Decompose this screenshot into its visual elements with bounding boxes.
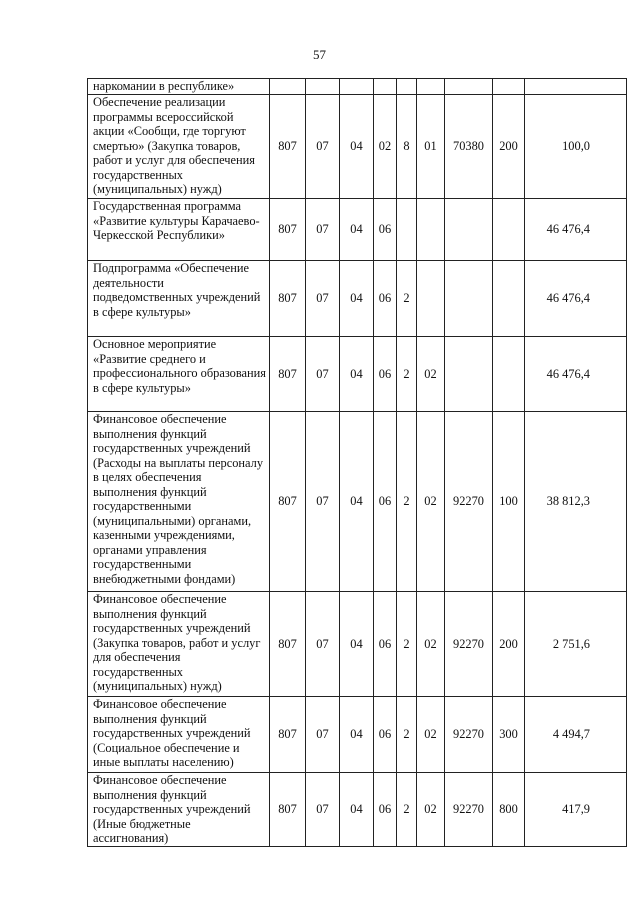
row-name-cell: Основное мероприятие «Развитие среднего и профессионального образования в сфере культуры»	[88, 337, 270, 412]
table-row	[88, 412, 627, 592]
event-cell: 02	[417, 592, 445, 697]
expense-type-cell	[493, 199, 525, 261]
program-cell: 06	[374, 412, 397, 592]
direction-cell	[445, 79, 493, 95]
ministry-code-cell: 807	[270, 95, 306, 199]
amount-cell: 100,0	[525, 95, 627, 199]
section-cell: 07	[306, 95, 340, 199]
direction-cell	[445, 261, 493, 337]
subprogram-cell: 2	[397, 697, 417, 773]
amount-cell: 38 812,3	[525, 412, 627, 592]
program-cell: 02	[374, 95, 397, 199]
expense-type-cell	[493, 261, 525, 337]
direction-cell: 92270	[445, 697, 493, 773]
expense-type-cell	[493, 79, 525, 95]
row-name-cell: наркомании в республике»	[88, 79, 270, 95]
event-cell	[417, 261, 445, 337]
expense-type-cell	[493, 337, 525, 412]
subprogram-cell: 2	[397, 412, 417, 592]
event-cell: 02	[417, 773, 445, 847]
amount-cell: 417,9	[525, 773, 627, 847]
row-name-cell: Финансовое обеспечение выполнения функций государственных учреждений (Расходы на выплаты персоналу в целях обеспечения выполнения функций государственными (муниципальными) органами, казенными учреждениями, органами управления государственными внебюджетными фондами)	[88, 412, 270, 592]
ministry-code-cell: 807	[270, 697, 306, 773]
row-name-cell: Финансовое обеспечение выполнения функций государственных учреждений (Иные бюджетные ассигнования)	[88, 773, 270, 847]
program-cell: 06	[374, 592, 397, 697]
budget-table	[87, 78, 627, 847]
row-name-cell: Обеспечение реализации программы всероссийской акции «Сообщи, где торгуют смертью» (Закупка товаров, работ и услуг для обеспечения государственных (муниципальных) нужд)	[88, 95, 270, 199]
ministry-code-cell: 807	[270, 337, 306, 412]
direction-cell	[445, 199, 493, 261]
ministry-code-cell: 807	[270, 773, 306, 847]
amount-cell: 4 494,7	[525, 697, 627, 773]
subsection-cell	[340, 79, 374, 95]
table-row	[88, 79, 627, 95]
direction-cell: 70380	[445, 95, 493, 199]
subsection-cell: 04	[340, 697, 374, 773]
subsection-cell: 04	[340, 337, 374, 412]
table-row	[88, 199, 627, 261]
page-number: 57	[313, 47, 326, 62]
table-row	[88, 261, 627, 337]
expense-type-cell: 800	[493, 773, 525, 847]
table-row	[88, 697, 627, 773]
event-cell	[417, 199, 445, 261]
direction-cell: 92270	[445, 592, 493, 697]
program-cell: 06	[374, 199, 397, 261]
event-cell: 02	[417, 697, 445, 773]
program-cell: 06	[374, 261, 397, 337]
ministry-code-cell	[270, 79, 306, 95]
table-row	[88, 773, 627, 847]
expense-type-cell: 100	[493, 412, 525, 592]
program-cell: 06	[374, 697, 397, 773]
amount-cell: 46 476,4	[525, 337, 627, 412]
section-cell: 07	[306, 337, 340, 412]
program-cell: 06	[374, 337, 397, 412]
subsection-cell: 04	[340, 773, 374, 847]
amount-cell: 46 476,4	[525, 261, 627, 337]
ministry-code-cell: 807	[270, 261, 306, 337]
subprogram-cell	[397, 79, 417, 95]
program-cell	[374, 79, 397, 95]
subprogram-cell	[397, 199, 417, 261]
section-cell	[306, 79, 340, 95]
row-name-cell: Государственная программа «Развитие культуры Карачаево-Черкесской Республики»	[88, 199, 270, 261]
amount-cell: 46 476,4	[525, 199, 627, 261]
section-cell: 07	[306, 592, 340, 697]
subsection-cell: 04	[340, 95, 374, 199]
row-name-cell: Финансовое обеспечение выполнения функций государственных учреждений (Закупка товаров, работ и услуг для обеспечения государственных (муниципальных) нужд)	[88, 592, 270, 697]
row-name-cell: Подпрограмма «Обеспечение деятельности подведомственных учреждений в сфере культуры»	[88, 261, 270, 337]
event-cell: 02	[417, 337, 445, 412]
subsection-cell: 04	[340, 412, 374, 592]
direction-cell: 92270	[445, 412, 493, 592]
table-row	[88, 337, 627, 412]
subsection-cell: 04	[340, 199, 374, 261]
direction-cell	[445, 337, 493, 412]
expense-type-cell: 200	[493, 95, 525, 199]
subprogram-cell: 2	[397, 261, 417, 337]
row-name-cell: Финансовое обеспечение выполнения функций государственных учреждений (Социальное обеспечение и иные выплаты населению)	[88, 697, 270, 773]
section-cell: 07	[306, 412, 340, 592]
section-cell: 07	[306, 773, 340, 847]
subsection-cell: 04	[340, 261, 374, 337]
amount-cell: 2 751,6	[525, 592, 627, 697]
table-row	[88, 95, 627, 199]
subsection-cell: 04	[340, 592, 374, 697]
subprogram-cell: 2	[397, 592, 417, 697]
expense-type-cell: 200	[493, 592, 525, 697]
direction-cell: 92270	[445, 773, 493, 847]
expense-type-cell: 300	[493, 697, 525, 773]
table-row	[88, 592, 627, 697]
program-cell: 06	[374, 773, 397, 847]
section-cell: 07	[306, 199, 340, 261]
subprogram-cell: 2	[397, 773, 417, 847]
ministry-code-cell: 807	[270, 412, 306, 592]
event-cell: 01	[417, 95, 445, 199]
event-cell	[417, 79, 445, 95]
subprogram-cell: 2	[397, 337, 417, 412]
section-cell: 07	[306, 697, 340, 773]
section-cell: 07	[306, 261, 340, 337]
amount-cell	[525, 79, 627, 95]
subprogram-cell: 8	[397, 95, 417, 199]
ministry-code-cell: 807	[270, 199, 306, 261]
ministry-code-cell: 807	[270, 592, 306, 697]
event-cell: 02	[417, 412, 445, 592]
